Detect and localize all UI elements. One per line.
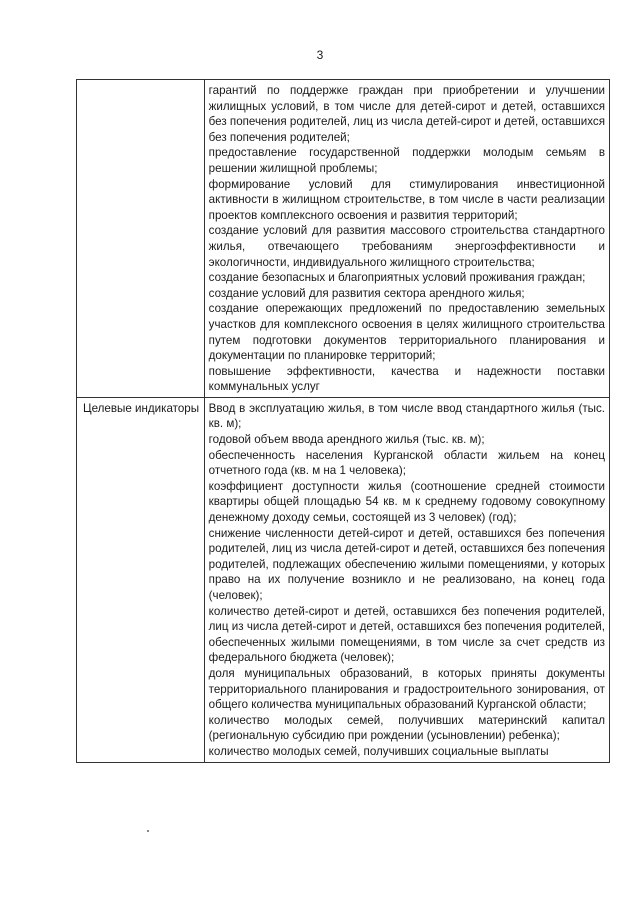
- row-label-cell: [77, 80, 205, 398]
- list-item: создание опережающих предложений по предоставлению земельных участков для комплексного освоения в целях жилищного строительства путем подготовки документов территориального планирования и документации по планировке территорий;: [208, 302, 605, 363]
- list-item: создание условий для развития сектора арендного жилья;: [208, 286, 525, 300]
- list-item: создание условий для развития массового строительства стандартного жилья, отвечающего требованиям энергоэффективности и экологичности, индивидуального жилищного строительства;: [208, 224, 605, 269]
- row-label-target-indicators: Целевые индикаторы: [77, 397, 205, 762]
- list-item: количество молодых семей, получивших материнский капитал (региональную субсидию при рождении (усыновлении) ребенка);: [208, 713, 605, 743]
- page-number: 3: [316, 48, 324, 62]
- table-row-target-indicators: [77, 397, 610, 762]
- list-item: Ввод в эксплуатацию жилья, в том числе ввод стандартного жилья (тыс. кв. м);: [208, 401, 605, 431]
- list-item: формирование условий для стимулирования инвестиционной активности в жилищном строительстве, в том числе в части реализации проектов комплексного освоения и развития территорий;: [208, 177, 605, 222]
- row-content-cell: [204, 397, 609, 762]
- row-content-cell: [204, 80, 609, 398]
- table-row-objectives-continued: [77, 80, 610, 398]
- list-item: снижение численности детей-сирот и детей, оставшихся без попечения родителей, лиц из числа детей-сирот и детей, оставшихся без попечения родителей, подлежащих обеспечению жилыми помещениями, у которых право на их получение возникло и не реализовано, на конец года (человек);: [208, 526, 605, 602]
- list-item: коэффициент доступности жилья (соотношение средней стоимости квартиры общей площадью 54 кв. м к среднему годовому совокупному денежному доходу семьи, состоящей из 3 человек) (год);: [208, 479, 605, 525]
- list-item: годовой объем ввода арендного жилья (тыс. кв. м);: [208, 433, 485, 447]
- scan-artifact: [147, 830, 149, 832]
- list-item: количество молодых семей, получивших социальные выплаты: [208, 744, 549, 758]
- list-item: количество детей-сирот и детей, оставшихся без попечения родителей, лиц из числа детей-сирот и детей, оставшихся без попечения родителей, обеспеченных жилыми помещениями, в том числе за счет средств из федерального бюджета (человек);: [208, 604, 605, 665]
- list-item: доля муниципальных образований, в которых приняты документы территориального планирования и градостроительного зонирования, от общего количества муниципальных образований Курганской области;: [208, 666, 605, 712]
- list-item: предоставление государственной поддержки молодым семьям в решении жилищной проблемы;: [208, 146, 605, 175]
- list-item: повышение эффективности, качества и надежности поставки коммунальных услуг: [208, 364, 605, 394]
- document-table: [76, 79, 610, 763]
- list-item: обеспеченность населения Курганской области жильем на конец отчетного года (кв. м на 1 человека);: [208, 448, 605, 478]
- list-item: создание безопасных и благоприятных условий проживания граждан;: [208, 271, 586, 285]
- list-item: гарантий по поддержке граждан при приобретении и улучшении жилищных условий, в том числе для детей-сирот и детей, оставшихся без попечения родителей, лиц из числа детей-сирот и детей, оставшихся без попечения родителей;: [208, 84, 605, 144]
